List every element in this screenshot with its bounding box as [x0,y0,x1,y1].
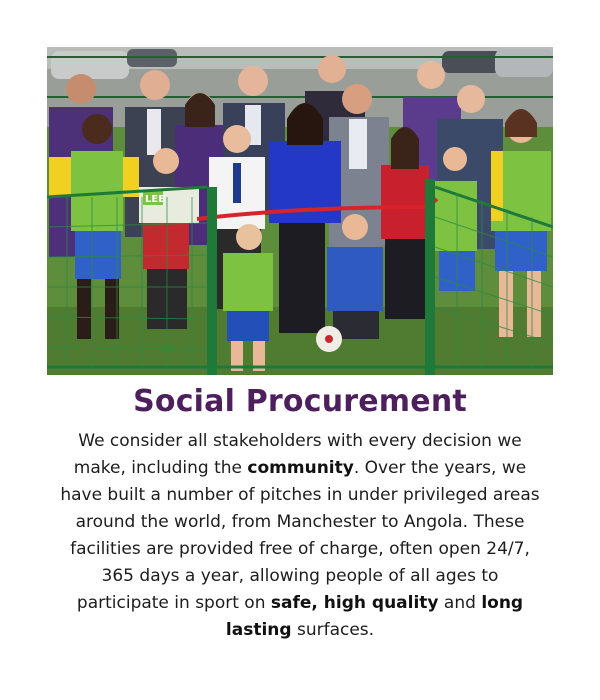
ribbon-cutting-photo [47,47,553,375]
body-text-3: and [438,593,482,613]
body-bold-long-lasting: long lasting [225,593,524,640]
section-body [58,428,542,644]
body-text-4: surfaces. [291,620,375,640]
body-bold-safe-high-quality: safe, high quality [270,593,439,613]
body-text-2: . Over the years, we have built a number of pitches in under privileged areas around the world, from Manchester to Angola. These facilities are provided free of charge, often open 24/7, 365 days a year, allowing people of all ages to participate in sport on [60,458,540,613]
body-bold-community: community [247,458,354,478]
section-title: Social Procurement [133,384,467,419]
sign-text: LEE [145,194,166,205]
body-text-1: We consider all stakeholders with every decision we make, including the [73,431,522,478]
